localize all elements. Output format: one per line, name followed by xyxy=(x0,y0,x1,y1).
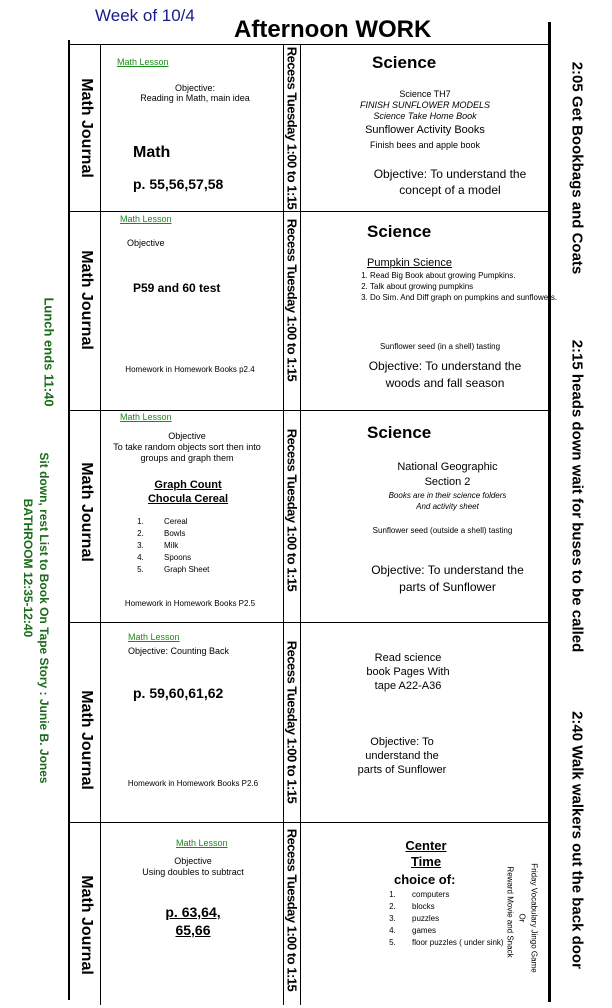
math-journal-label: Math Journal xyxy=(78,875,95,975)
list-item: 2. Talk about growing pumpkins xyxy=(370,281,570,292)
math-objective: Objective To take random objects sort then into groups and graph them xyxy=(113,431,261,463)
math-objective: Objective: Counting Back xyxy=(128,646,230,656)
schedule-240: 2:40 Walk walkers out the back door xyxy=(568,711,586,969)
row-divider-2 xyxy=(68,410,548,411)
science-take-home: Science Take Home Book xyxy=(373,111,477,121)
row-divider-3 xyxy=(68,622,548,623)
list-item: 3. puzzles xyxy=(398,913,548,925)
seed-tasting: Sunflower seed (in a shell) tasting xyxy=(379,342,501,351)
recess-label: Recess Tuesday 1:00 to 1:15 xyxy=(284,428,300,592)
journal-divider xyxy=(100,45,101,1005)
science-title: Science xyxy=(367,423,432,442)
center-choice: choice of: xyxy=(394,872,456,887)
math-homework: Homework in Homework Books P2.5 xyxy=(124,599,256,608)
top-border xyxy=(70,44,548,45)
list-item: 1. Cereal xyxy=(146,516,209,528)
page-title: Afternoon WORK xyxy=(234,16,432,43)
math-lesson-label: Math Lesson xyxy=(120,214,172,224)
pumpkin-title: Pumpkin Science xyxy=(367,257,452,269)
list-item: 5. floor puzzles ( under sink) xyxy=(398,937,548,949)
list-item: 3. Milk xyxy=(146,540,209,552)
recess-label: Recess Tuesday 1:00 to 1:15 xyxy=(284,218,300,382)
seed-tasting: Sunflower seed (outside a shell) tasting xyxy=(372,526,513,535)
friday-jingo: Friday Vocabulary Jingo Game xyxy=(529,863,539,973)
math-pages: p. 59,60,61,62 xyxy=(133,685,224,701)
list-item: 4. Spoons xyxy=(146,552,209,564)
math-objective: Objective: Reading in Math, main idea xyxy=(140,83,250,103)
bathroom-note: BATHROOM 12:35-12:40 xyxy=(21,498,35,638)
math-journal-label: Math Journal xyxy=(78,250,95,350)
math-journal-label: Math Journal xyxy=(78,78,95,178)
science-th7: Science TH7 xyxy=(399,89,451,99)
math-pages: p. 63,64, 65,66 xyxy=(165,904,221,938)
science-objective: Objective: To understand the concept of a model xyxy=(373,167,527,197)
natgeo-section: National Geographic Section 2 xyxy=(397,461,498,488)
list-item: 4. games xyxy=(398,925,548,937)
schedule-205: 2:05 Get Bookbags and Coats xyxy=(568,61,586,275)
friday-or: Or xyxy=(517,913,527,923)
science-reading: Read science book Pages With tape A22-A36 xyxy=(366,652,450,692)
friday-reward: Reward Movie and Snack xyxy=(505,866,515,958)
math-homework: Homework in Homework Books p2.4 xyxy=(125,365,255,374)
science-details xyxy=(305,89,545,152)
pumpkin-list xyxy=(344,270,570,303)
center-time: Center Time xyxy=(405,838,447,869)
math-journal-label: Math Journal xyxy=(78,690,95,790)
math-objective: Objective Using doubles to subtract xyxy=(142,856,244,877)
list-item: 1. Read Big Book about growing Pumpkins. xyxy=(370,270,570,281)
mid-divider-right xyxy=(300,45,301,1005)
math-pages: p. 55,56,57,58 xyxy=(133,176,224,192)
list-item: 2. Bowls xyxy=(146,528,209,540)
row-divider-1 xyxy=(68,211,548,212)
recess-label: Recess Tuesday 1:00 to 1:15 xyxy=(284,46,300,210)
schedule-215: 2:15 heads down wait for buses to be called xyxy=(568,339,586,653)
science-objective: Objective: To understand the parts of Sunflower xyxy=(371,563,524,594)
week-label: Week of 10/4 xyxy=(95,6,195,25)
math-lesson-label: Math Lesson xyxy=(176,838,228,848)
list-item: 5. Graph Sheet xyxy=(146,564,209,576)
list-item: 1. computers xyxy=(398,889,548,901)
frame-left xyxy=(68,40,70,1000)
math-lesson-label: Math Lesson xyxy=(117,57,169,67)
sitdown-note: Sit down, rest List to Book On Tape Story : Junie B. Jones xyxy=(37,452,51,784)
recess-label: Recess Tuesday 1:00 to 1:15 xyxy=(284,640,300,804)
list-item: 2. blocks xyxy=(398,901,548,913)
row-divider-4 xyxy=(68,822,548,823)
supplies-list xyxy=(120,516,209,576)
math-lesson-label: Math Lesson xyxy=(128,632,180,642)
math-subject: Math xyxy=(133,144,171,161)
math-lesson-label: Math Lesson xyxy=(120,412,172,422)
math-test: P59 and 60 test xyxy=(133,281,221,295)
recess-label: Recess Tuesday 1:00 to 1:15 xyxy=(284,828,300,992)
science-title: Science xyxy=(372,53,437,72)
math-graph-task: Graph Count Chocula Cereal xyxy=(147,479,229,505)
science-objective: Objective: To understand the woods and fall season xyxy=(368,359,522,390)
math-journal-label: Math Journal xyxy=(78,462,95,562)
math-objective: Objective xyxy=(127,238,165,248)
science-title: Science xyxy=(367,222,432,241)
list-item: 3. Do Sim. And Diff graph on pumpkins and sunflowers. xyxy=(370,292,570,303)
science-finish: FINISH SUNFLOWER MODELS xyxy=(359,100,490,110)
frame-right xyxy=(548,22,551,1002)
science-finish-bees: Finish bees and apple book xyxy=(369,140,481,150)
science-objective: Objective: To understand the parts of Sunflower xyxy=(357,736,447,776)
lunch-note: Lunch ends 11:40 xyxy=(41,297,57,407)
math-homework: Homework in Homework Books P2.6 xyxy=(127,779,259,788)
science-activity: Sunflower Activity Books xyxy=(365,124,485,136)
science-folders: Books are in their science folders And activity sheet xyxy=(388,491,507,511)
